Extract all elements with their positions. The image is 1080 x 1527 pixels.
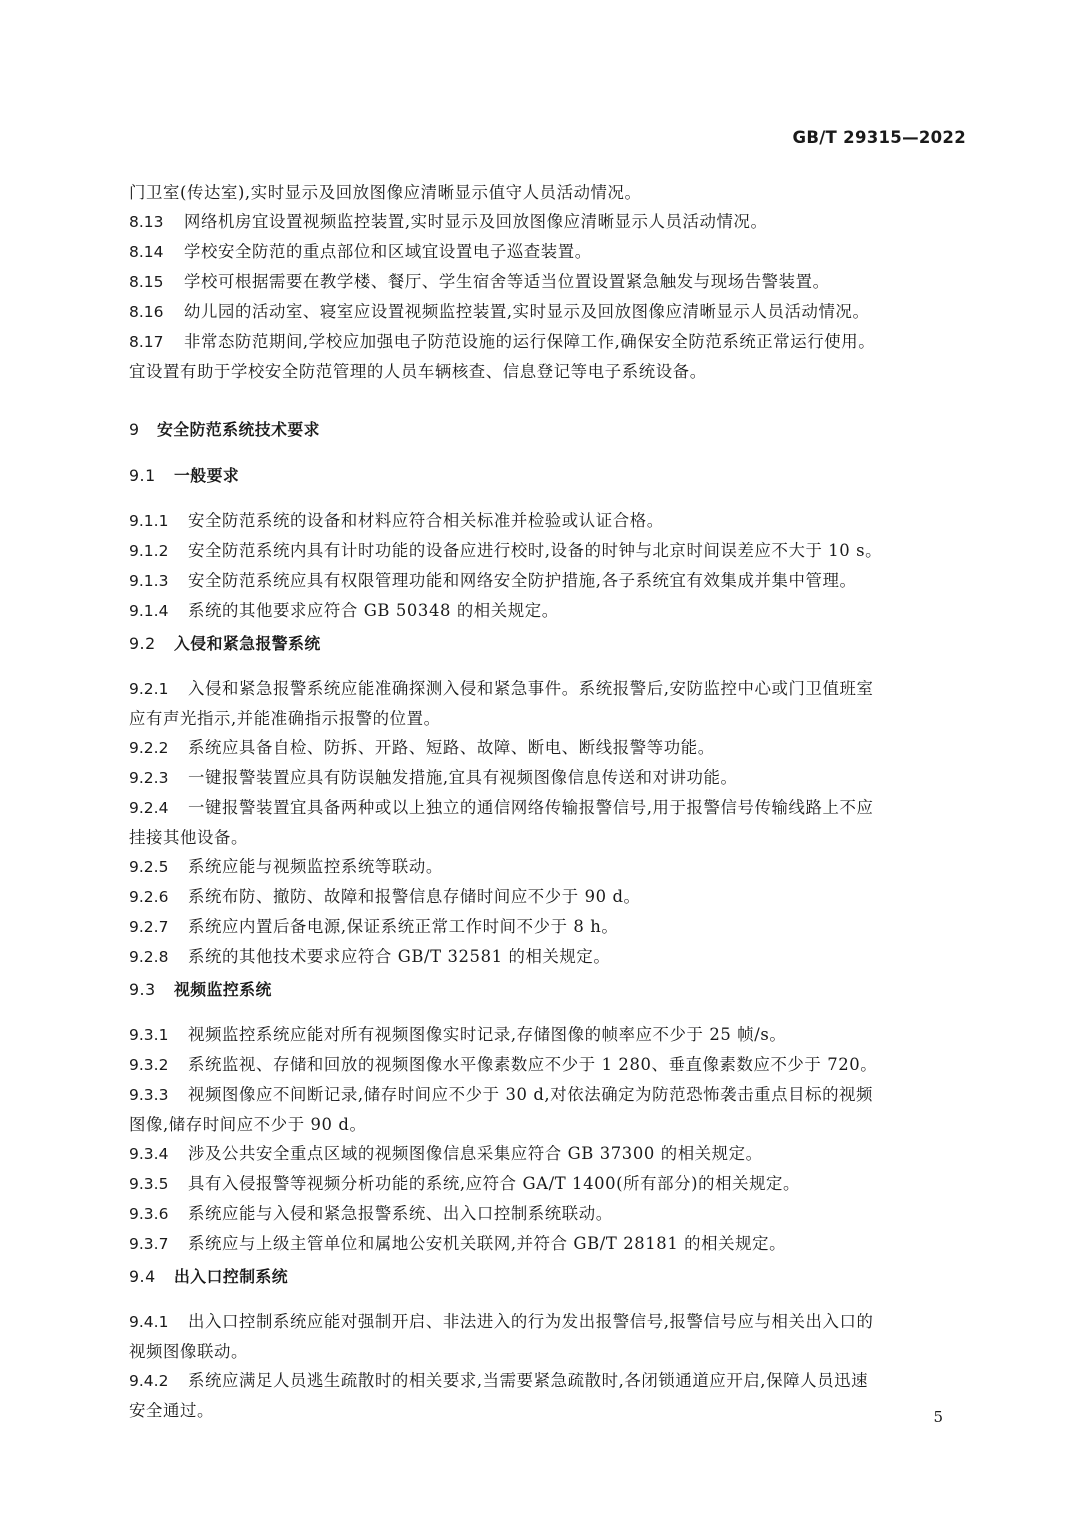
section-number: 9 xyxy=(129,420,140,439)
clause-9-3-3 xyxy=(129,1080,967,1110)
clause-number: 9.3.5 xyxy=(129,1175,169,1193)
clause-text: 系统的其他技术要求应符合 GB/T 32581 的相关规定。 xyxy=(188,947,611,966)
clause-9-4-1-continuation: 视频图像联动。 xyxy=(129,1342,248,1361)
clause-9-3-1 xyxy=(129,1020,967,1050)
clause-text: 系统应能与视频监控系统等联动。 xyxy=(188,857,443,876)
clause-9-1-2 xyxy=(129,536,967,566)
clause-8-16 xyxy=(129,297,967,327)
clause-number: 8.14 xyxy=(129,243,164,261)
section-title: 安全防范系统技术要求 xyxy=(157,420,320,439)
clause-9-2-4 xyxy=(129,793,967,823)
clause-9-3-5 xyxy=(129,1169,967,1199)
section-title: 出入口控制系统 xyxy=(174,1267,289,1286)
clause-text: 一键报警装置应具有防误触发措施,宜具有视频图像信息传送和对讲功能。 xyxy=(188,768,738,787)
section-title: 一般要求 xyxy=(174,466,240,485)
section-9-4-heading xyxy=(129,1265,967,1289)
clause-9-2-5 xyxy=(129,852,967,882)
clause-8-15 xyxy=(129,267,967,297)
clause-9-4-2 xyxy=(129,1366,967,1396)
clause-text: 具有入侵报警等视频分析功能的系统,应符合 GA/T 1400(所有部分)的相关规定。 xyxy=(188,1174,801,1193)
clause-9-4-1 xyxy=(129,1307,967,1337)
clause-text: 一键报警装置宜具备两种或以上独立的通信网络传输报警信号,用于报警信号传输线路上不应 xyxy=(188,798,874,817)
section-title: 视频监控系统 xyxy=(174,980,272,999)
clause-8-13 xyxy=(129,207,967,237)
clause-9-1-4 xyxy=(129,596,967,626)
clause-number: 9.2.2 xyxy=(129,739,169,757)
clause-number: 9.1.3 xyxy=(129,572,169,590)
page-number: 5 xyxy=(933,1408,943,1426)
clause-text: 涉及公共安全重点区域的视频图像信息采集应符合 GB 37300 的相关规定。 xyxy=(188,1144,763,1163)
clause-number: 9.3.2 xyxy=(129,1056,169,1074)
clause-9-2-1-continuation: 应有声光指示,并能准确指示报警的位置。 xyxy=(129,709,441,728)
clause-text: 系统的其他要求应符合 GB 50348 的相关规定。 xyxy=(188,601,559,620)
page-content xyxy=(129,178,967,1425)
clause-9-4-2-continuation: 安全通过。 xyxy=(129,1401,214,1420)
clause-number: 9.4.1 xyxy=(129,1313,169,1331)
clause-text: 安全防范系统的设备和材料应符合相关标准并检验或认证合格。 xyxy=(188,511,664,530)
clause-9-3-3-continuation: 图像,储存时间应不少于 90 d。 xyxy=(129,1115,367,1134)
clause-number: 9.1.1 xyxy=(129,512,169,530)
clause-text: 非常态防范期间,学校应加强电子防范设施的运行保障工作,确保安全防范系统正常运行使用。 xyxy=(184,332,876,351)
clause-number: 8.15 xyxy=(129,273,164,291)
clause-number: 9.1.2 xyxy=(129,542,169,560)
clause-text: 系统应能与入侵和紧急报警系统、出入口控制系统联动。 xyxy=(188,1204,613,1223)
clause-number: 9.2.4 xyxy=(129,799,169,817)
clause-number: 9.2.6 xyxy=(129,888,169,906)
clause-9-3-6 xyxy=(129,1199,967,1229)
clause-9-3-7 xyxy=(129,1229,967,1259)
clause-9-1-1 xyxy=(129,506,967,536)
clause-text: 网络机房宜设置视频监控装置,实时显示及回放图像应清晰显示人员活动情况。 xyxy=(184,212,768,231)
clause-number: 8.13 xyxy=(129,213,164,231)
clause-9-2-2 xyxy=(129,733,967,763)
clause-number: 9.2.7 xyxy=(129,918,169,936)
section-number: 9.3 xyxy=(129,980,156,999)
clause-text: 学校安全防范的重点部位和区域宜设置电子巡查装置。 xyxy=(184,242,592,261)
clause-9-2-7 xyxy=(129,912,967,942)
clause-9-2-1 xyxy=(129,674,967,704)
clause-9-2-8 xyxy=(129,942,967,972)
clause-9-2-6 xyxy=(129,882,967,912)
clause-text: 幼儿园的活动室、寝室应设置视频监控装置,实时显示及回放图像应清晰显示人员活动情况。 xyxy=(184,302,870,321)
clause-text: 安全防范系统内具有计时功能的设备应进行校时,设备的时钟与北京时间误差应不大于 10 s。 xyxy=(188,541,883,560)
clause-number: 9.3.1 xyxy=(129,1026,169,1044)
section-9-heading xyxy=(129,417,967,440)
clause-text: 系统应与上级主管单位和属地公安机关联网,并符合 GB/T 28181 的相关规定。 xyxy=(188,1234,787,1253)
clause-9-3-4 xyxy=(129,1139,967,1169)
clause-text: 系统应满足人员逃生疏散时的相关要求,当需要紧急疏散时,各闭锁通道应开启,保障人员迅速 xyxy=(188,1371,869,1390)
clause-number: 8.16 xyxy=(129,303,164,321)
clause-number: 9.3.3 xyxy=(129,1086,169,1104)
clause-number: 8.17 xyxy=(129,333,164,351)
clause-text: 学校可根据需要在教学楼、餐厅、学生宿舍等适当位置设置紧急触发与现场告警装置。 xyxy=(184,272,830,291)
clause-9-2-4-continuation: 挂接其他设备。 xyxy=(129,828,248,847)
clause-8-17-continuation: 宜设置有助于学校安全防范管理的人员车辆核查、信息登记等电子系统设备。 xyxy=(129,362,707,381)
clause-number: 9.3.6 xyxy=(129,1205,169,1223)
section-9-2-heading xyxy=(129,632,967,656)
clause-text: 视频监控系统应能对所有视频图像实时记录,存储图像的帧率应不少于 25 帧/s。 xyxy=(188,1025,787,1044)
clause-9-1-3 xyxy=(129,566,967,596)
clause-text: 出入口控制系统应能对强制开启、非法进入的行为发出报警信号,报警信号应与相关出入口的 xyxy=(188,1312,874,1331)
clause-text: 系统应具备自检、防拆、开路、短路、故障、断电、断线报警等功能。 xyxy=(188,738,715,757)
clause-text: 系统布防、撤防、故障和报警信息存储时间应不少于 90 d。 xyxy=(188,887,641,906)
clause-8-17 xyxy=(129,327,967,357)
clause-9-3-2 xyxy=(129,1050,967,1080)
clause-number: 9.3.7 xyxy=(129,1235,169,1253)
clause-number: 9.2.8 xyxy=(129,948,169,966)
clause-number: 9.2.5 xyxy=(129,858,169,876)
clause-8-12-continuation: 门卫室(传达室),实时显示及回放图像应清晰显示值守人员活动情况。 xyxy=(129,183,642,202)
clause-text: 系统监视、存储和回放的视频图像水平像素数应不少于 1 280、垂直像素数应不少于 720。 xyxy=(188,1055,878,1074)
section-number: 9.4 xyxy=(129,1267,156,1286)
clause-text: 视频图像应不间断记录,储存时间应不少于 30 d,对依法确定为防范恐怖袭击重点目标的视频 xyxy=(188,1085,874,1104)
clause-9-2-3 xyxy=(129,763,967,793)
clause-number: 9.2.3 xyxy=(129,769,169,787)
section-title: 入侵和紧急报警系统 xyxy=(174,634,321,653)
clause-number: 9.4.2 xyxy=(129,1372,169,1390)
clause-number: 9.1.4 xyxy=(129,602,169,620)
clause-text: 入侵和紧急报警系统应能准确探测入侵和紧急事件。系统报警后,安防监控中心或门卫值班室 xyxy=(188,679,874,698)
section-number: 9.1 xyxy=(129,466,156,485)
section-number: 9.2 xyxy=(129,634,156,653)
section-9-3-heading xyxy=(129,978,967,1002)
clause-number: 9.2.1 xyxy=(129,680,169,698)
clause-text: 系统应内置后备电源,保证系统正常工作时间不少于 8 h。 xyxy=(188,917,619,936)
standard-number: GB/T 29315—2022 xyxy=(792,128,966,147)
section-9-1-heading xyxy=(129,464,967,488)
clause-number: 9.3.4 xyxy=(129,1145,169,1163)
clause-text: 安全防范系统应具有权限管理功能和网络安全防护措施,各子系统宜有效集成并集中管理。 xyxy=(188,571,857,590)
clause-8-14 xyxy=(129,237,967,267)
